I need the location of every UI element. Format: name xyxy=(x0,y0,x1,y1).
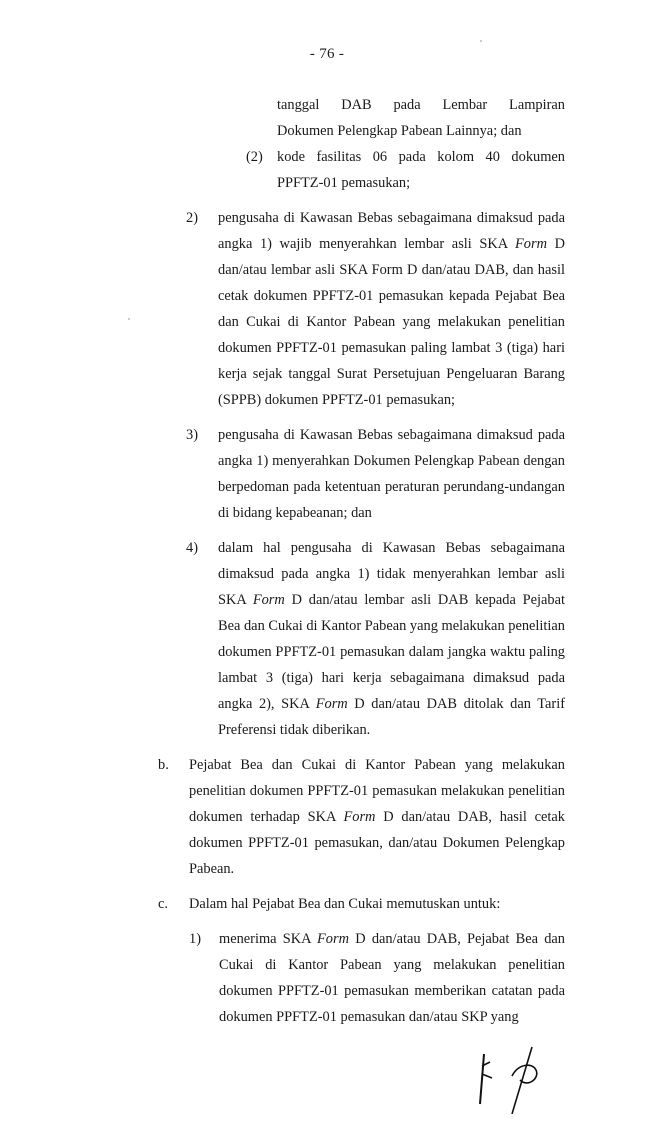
text-run: D dan/atau DAB ditolak dan Tarif Preferensi tidak diberikan. xyxy=(218,696,565,738)
continuation-line-1: tanggal DAB pada Lembar Lampiran xyxy=(277,97,565,113)
list-item xyxy=(0,926,654,1030)
section-marker-c: c. xyxy=(158,896,168,912)
signature-stroke xyxy=(512,1047,532,1114)
sub-item xyxy=(0,144,654,196)
italic-term: Form xyxy=(317,931,349,947)
list-item-text xyxy=(218,422,565,526)
list-item xyxy=(0,535,654,743)
paraf-signature xyxy=(470,1044,580,1114)
text-run: dalam hal pengusaha di Kawasan Bebas sebagaimana dimaksud pada angka 1) tidak menyerahkan lembar asli SKA xyxy=(218,540,565,608)
italic-term: Form xyxy=(515,236,547,252)
text-run: D dan/atau lembar asli SKA Form D dan/atau DAB, dan hasil cetak dokumen PPFTZ-01 pemasukan kepada Pejabat Bea dan Cukai di Kantor Pabean yang melakukan penelitian dokumen PPFTZ-01 pemasukan paling lambat 3 (tiga) hari kerja sejak tanggal Surat Persetujuan Pengeluaran Barang (SPPB) dokumen PPFTZ-01 pemasukan; xyxy=(218,236,565,408)
list-item xyxy=(0,205,654,413)
list-item-text xyxy=(218,535,565,743)
section-b xyxy=(0,752,654,882)
list-item xyxy=(0,422,654,526)
section-text-c: Dalam hal Pejabat Bea dan Cukai memutuskan untuk: xyxy=(189,896,501,912)
sub-item-text: kode fasilitas 06 pada kolom 40 dokumen PPFTZ-01 pemasukan; xyxy=(277,149,565,191)
italic-term: Form xyxy=(315,696,348,712)
section-marker-b: b. xyxy=(158,757,169,773)
text-run: pengusaha di Kawasan Bebas sebagaimana dimaksud pada angka 1) wajib menyerahkan lembar asli SKA xyxy=(218,210,565,252)
list-item-marker: 3) xyxy=(186,427,198,443)
list-item-marker: 2) xyxy=(186,210,198,226)
list-item-marker: 1) xyxy=(189,931,201,947)
text-run: menerima SKA xyxy=(219,931,317,947)
text-run: pengusaha di Kawasan Bebas sebagaimana dimaksud pada angka 1) menyerahkan Dokumen Pelengkap Pabean dengan berpedoman pada ketentuan peraturan perundang-undangan di bidang kepabeanan; dan xyxy=(218,427,565,521)
text-run: D dan/atau DAB, Pejabat Bea dan Cukai di Kantor Pabean yang melakukan penelitian dokumen PPFTZ-01 pemasukan memberikan catatan pada dokumen PPFTZ-01 pemasukan dan/atau SKP yang xyxy=(219,931,565,1025)
list-item-text xyxy=(218,205,565,413)
sub-item-marker: (2) xyxy=(246,149,263,165)
list-item-marker: 4) xyxy=(186,540,198,556)
list-item-text xyxy=(219,926,565,1030)
paraf-area xyxy=(0,1044,654,1134)
text-run: D dan/atau lembar asli DAB kepada Pejabat Bea dan Cukai di Kantor Pabean yang melakukan penelitian dokumen PPFTZ-01 pemasukan dalam jangka waktu paling lambat 3 (tiga) hari kerja sebagaimana dimaksud pada angka 2), SKA xyxy=(218,592,566,712)
page-number: - 76 - xyxy=(309,46,345,62)
scan-speck xyxy=(128,318,130,320)
italic-term: Form xyxy=(252,592,285,608)
text-run: Pejabat Bea dan Cukai di Kantor Pabean yang melakukan penelitian dokumen PPFTZ-01 pemasukan melakukan penelitian dokumen terhadap SKA xyxy=(189,757,565,825)
text-run: D dan/atau DAB, hasil cetak dokumen PPFTZ-01 pemasukan, dan/atau Dokumen Pelengkap Pabean. xyxy=(189,809,566,877)
continuation-block xyxy=(0,92,654,144)
scan-speck xyxy=(480,40,482,42)
section-text-b xyxy=(189,752,565,882)
document-body xyxy=(0,92,654,1134)
section-c xyxy=(0,891,654,917)
signature-stroke xyxy=(480,1054,484,1104)
continuation-line-2: Dokumen Pelengkap Pabean Lainnya; dan xyxy=(277,123,522,139)
italic-term: Form xyxy=(343,809,376,825)
